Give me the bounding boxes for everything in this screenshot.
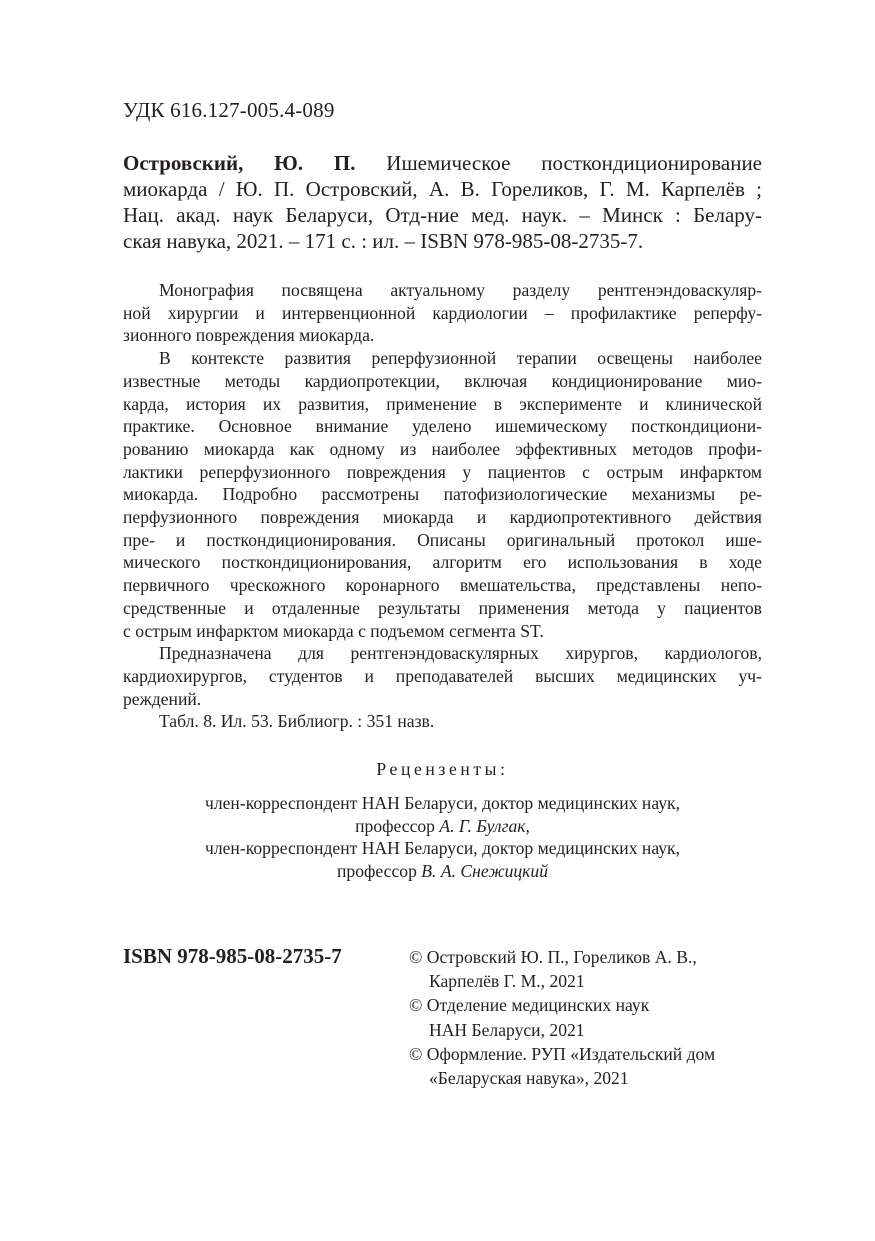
book-title: Ишемическое посткондиционирование xyxy=(386,151,763,175)
biblio-line: миокарда / Ю. П. Островский, А. В. Гореликов, Г. М. Карпелёв ; xyxy=(123,177,762,201)
biblio-line: Нац. акад. наук Беларуси, Отд-ние мед. наук. – Минск : Белару- xyxy=(123,203,762,227)
reviewers-list xyxy=(123,792,762,882)
reviewer-title: профессор xyxy=(355,815,435,836)
abstract-line: миокарда. Подробно рассмотрены патофизиологические механизмы ре- xyxy=(123,484,762,505)
copyright-line: © Островский Ю. П., Гореликов А. В., xyxy=(409,947,697,967)
abstract-line: известные методы кардиопротекции, включая кондиционирование мио- xyxy=(123,370,762,391)
copyright-block xyxy=(409,945,769,1090)
abstract-line: первичного чрескожного коронарного вмешательства, представлены непо- xyxy=(123,575,762,596)
reviewer-1-credentials: член-корреспондент НАН Беларуси, доктор медицинских наук, xyxy=(205,793,680,813)
biblio-line: ская навука, 2021. – 171 с. : ил. – ISBN 978-985-08-2735-7. xyxy=(123,229,644,253)
abstract-line: В контексте развития реперфузионной терапии освещены наиболее xyxy=(159,348,762,369)
reviewer-title: профессор xyxy=(337,860,417,881)
abstract-line: лактики реперфузионного повреждения у пациентов с острым инфарктом xyxy=(123,461,762,482)
abstract-line: мического посткондиционирования, алгоритм его использования в ходе xyxy=(123,552,762,573)
reviewers-heading: Рецензенты: xyxy=(376,759,509,779)
abstract-line: Предназначена для рентгенэндоваскулярных хирургов, кардиологов, xyxy=(159,643,762,664)
reviewer-2 xyxy=(123,860,762,883)
abstract-line: пре- и посткондиционирования. Описаны оригинальный протокол ише- xyxy=(123,529,762,550)
bibliographic-record xyxy=(123,150,762,254)
abstract-line: кардиохирургов, студентов и преподавателей высших медицинских уч- xyxy=(123,665,762,686)
reviewer-1 xyxy=(123,815,762,838)
abstract-line: практике. Основное внимание уделено ишемическому посткондициони- xyxy=(123,416,762,437)
abstract-line: реждений. xyxy=(123,688,202,709)
reviewer-2-credentials: член-корреспондент НАН Беларуси, доктор медицинских наук, xyxy=(205,838,680,858)
reviewer-name: В. А. Снежицкий xyxy=(421,860,548,881)
reviewer-name: А. Г. Булгак xyxy=(439,815,526,836)
author-name: Островский, Ю. П. xyxy=(123,151,356,175)
abstract-line: Табл. 8. Ил. 53. Библиогр. : 351 назв. xyxy=(159,711,435,732)
abstract-line: карда, история их развития, применение в эксперименте и клинической xyxy=(123,393,762,414)
isbn: ISBN 978-985-08-2735-7 xyxy=(123,944,342,968)
udc-code: УДК 616.127-005.4-089 xyxy=(123,98,335,122)
abstract-line: Монография посвящена актуальному разделу рентгенэндоваскуляр- xyxy=(159,280,762,300)
abstract xyxy=(123,279,762,733)
copyright-line: НАН Беларуси, 2021 xyxy=(429,1019,585,1040)
abstract-line: рованию миокарда как одному из наиболее эффективных методов профи- xyxy=(123,438,762,459)
biblio-line xyxy=(123,150,762,176)
copyright-line: © Оформление. РУП «Издательский дом xyxy=(409,1043,716,1064)
abstract-line: перфузионного повреждения миокарда и кардиопротективного действия xyxy=(123,507,762,528)
copyright-line: Карпелёв Г. М., 2021 xyxy=(429,971,585,992)
abstract-line: с острым инфарктом миокарда с подъемом сегмента ST. xyxy=(123,620,544,641)
copyright-line: «Беларуская навука», 2021 xyxy=(429,1068,629,1089)
copyright-line: © Отделение медицинских наук xyxy=(409,995,650,1016)
abstract-line: ной хирургии и интервенционной кардиологии – профилактике реперфу- xyxy=(123,302,762,323)
abstract-line: средственные и отдаленные результаты применения метода у пациентов xyxy=(123,597,762,618)
abstract-line: зионного повреждения миокарда. xyxy=(123,325,375,346)
separator: , xyxy=(525,815,530,836)
